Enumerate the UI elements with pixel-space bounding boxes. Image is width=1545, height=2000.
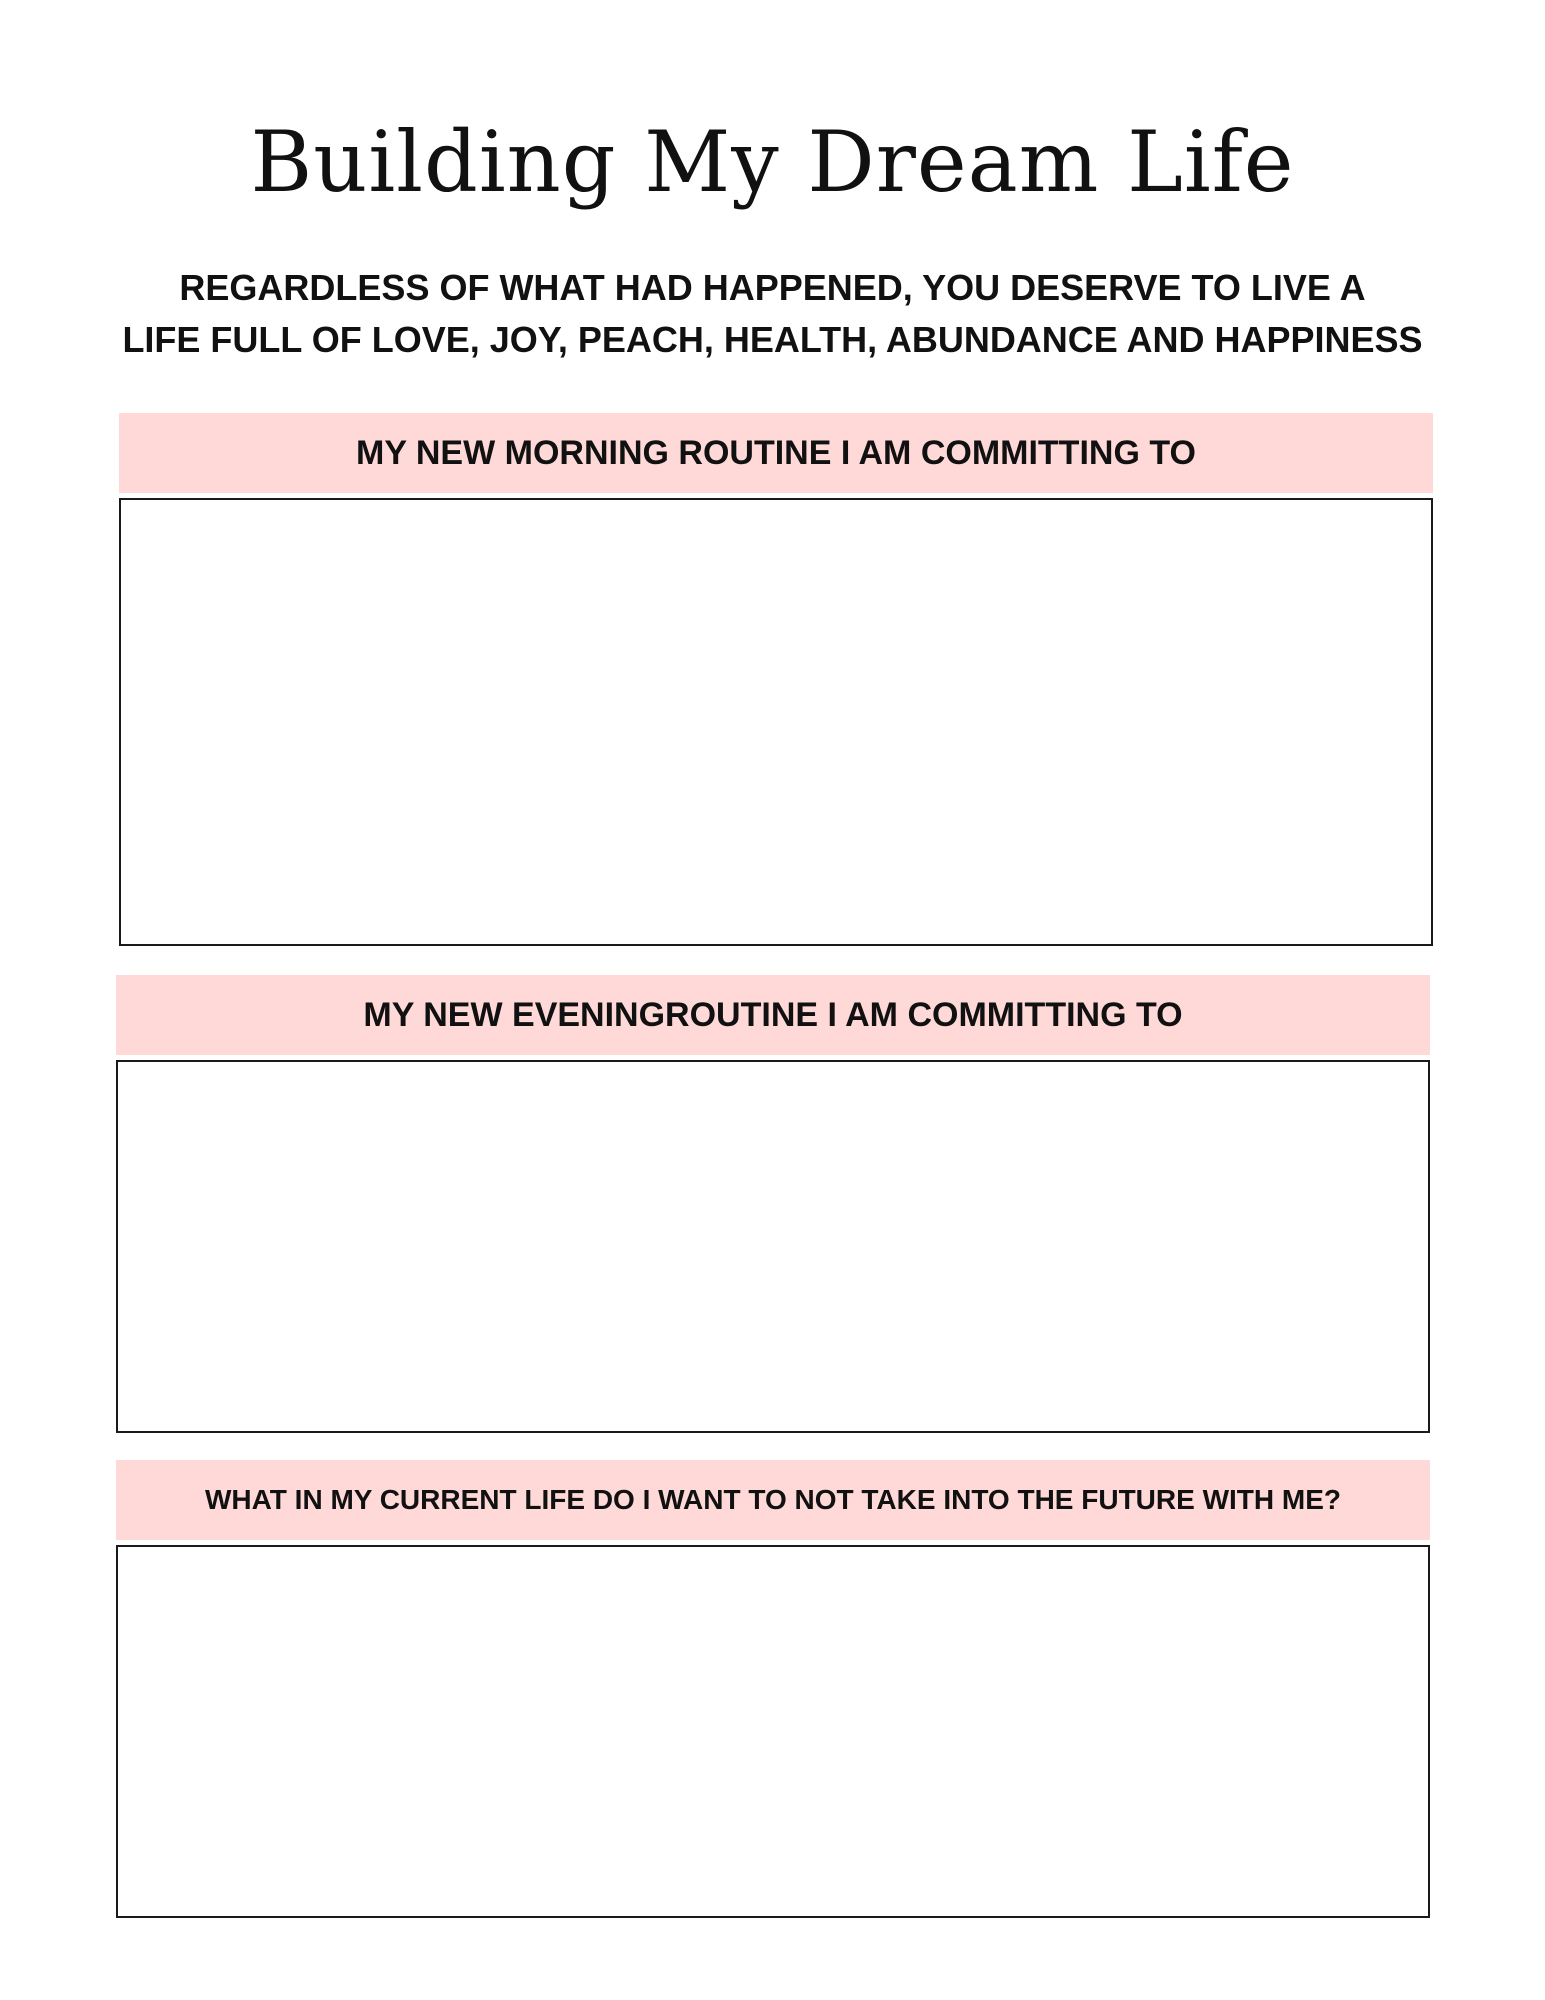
evening-routine-writing-box[interactable] (116, 1060, 1430, 1433)
evening-routine-heading: MY NEW EVENINGROUTINE I AM COMMITTING TO (116, 975, 1430, 1055)
page-title: Building My Dream Life (250, 113, 1295, 211)
subtitle-line-1: REGARDLESS OF WHAT HAD HAPPENED, YOU DESERVE TO LIVE A (179, 267, 1366, 308)
leave-behind-heading: WHAT IN MY CURRENT LIFE DO I WANT TO NOT TAKE INTO THE FUTURE WITH ME? (116, 1460, 1430, 1540)
subtitle-line-2: LIFE FULL OF LOVE, JOY, PEACH, HEALTH, ABUNDANCE AND HAPPINESS (122, 319, 1423, 360)
leave-behind-writing-box[interactable] (116, 1545, 1430, 1918)
morning-routine-writing-box[interactable] (119, 498, 1433, 946)
page-subtitle (0, 262, 1545, 366)
morning-routine-heading: MY NEW MORNING ROUTINE I AM COMMITTING TO (119, 413, 1433, 493)
